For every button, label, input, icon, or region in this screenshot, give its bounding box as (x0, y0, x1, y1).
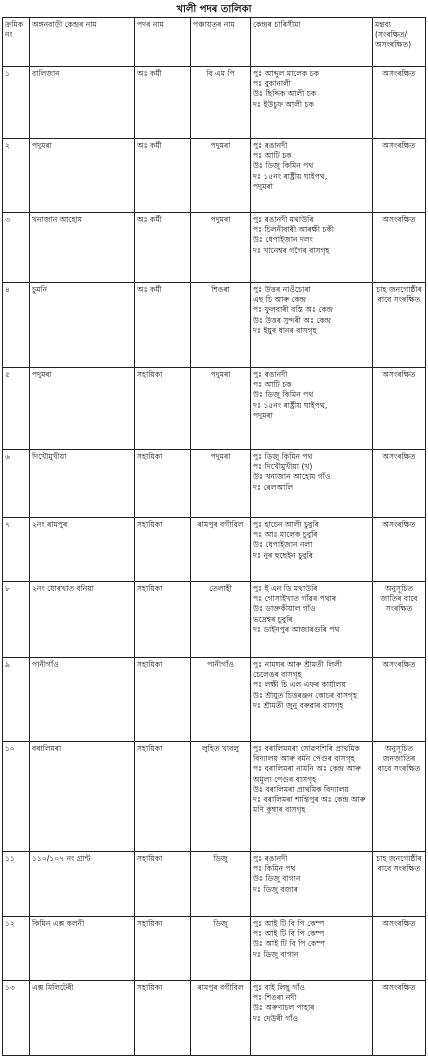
boundary-line: দঃ ডাইনপুৰ আজাৰগুৰি পথ (253, 624, 340, 634)
boundary-line: দঃ ৰেলআলি (253, 482, 294, 492)
table-row (3, 742, 426, 852)
boundary-line: উঃ ডিজু কিমিন পথ (253, 161, 314, 171)
cell-serial: ১ (3, 67, 30, 139)
cell-post-name: সহায়িকা (135, 917, 191, 981)
boundary-line: উঃ ডাক্তকীয়াল গাঁও (253, 604, 316, 614)
cell-remark: অসংৰক্ষিত (373, 917, 426, 981)
header-boundary: কেন্দ্ৰৰ চাৰিসীমা (251, 18, 373, 67)
table-row (3, 67, 426, 139)
boundary-line: পঃ আটি চক (253, 380, 292, 390)
cell-centre-name: চুমনি (30, 283, 135, 368)
boundary-line: পঃ গোসাইখাত গাঁৱৰ পথাৰ (253, 594, 337, 604)
boundary-line: পুঃ আব্দুল মালেক চক (253, 69, 320, 78)
cell-remark: অনুসূচিত জাতিৰ বাবে সংৰক্ষিত (373, 582, 426, 658)
cell-remark: অসংৰক্ষিত (373, 981, 426, 1056)
cell-panchayat: পদুমৰা (191, 368, 251, 450)
cell-centre-name: বৰালিমৰা (30, 742, 135, 852)
cell-remark: অনুসূচিত জনজাতিৰ বাবে সংৰক্ষিত (373, 742, 426, 852)
cell-serial: ৫ (3, 368, 30, 450)
boundary-line: পঃ লক্ষী চি এল এফৰ কাৰ্যালয় (253, 680, 346, 690)
cell-boundary (251, 742, 373, 852)
boundary-line: দঃ দেউৰী গাঁও (253, 1013, 299, 1023)
cell-centre-name: খনাজান আহোম (30, 213, 135, 283)
cell-panchayat: পানীগাঁও (191, 658, 251, 742)
boundary-line: উঃ বৰালিমৰা প্ৰাথমিক বিদ্যালয় (253, 784, 349, 794)
boundary-line: উঃ ডিজু কিমিন পথ (253, 390, 314, 400)
cell-serial: ৭ (3, 518, 30, 582)
document-title: খালী পদৰ তালিকা (176, 4, 252, 15)
boundary-line: দঃ নুৰ হুছেইন চুবুৰি (253, 550, 313, 560)
cell-centre-name: কিমিন এক্স কলনী (30, 917, 135, 981)
boundary-line: উঃ ধেপাইজান দলং (253, 235, 313, 245)
cell-centre-name: এক্স মিলিটেৰী (30, 981, 135, 1056)
cell-boundary (251, 917, 373, 981)
table-row (3, 368, 426, 450)
boundary-line: উঃ উত্তৰ সুন্দৰী অঃ কেন্দ্ৰ (253, 315, 331, 325)
cell-boundary (251, 213, 373, 283)
boundary-line: দঃ শ্ৰীমতী জুনু বৰুৱাৰ বাসগৃহ (253, 700, 344, 710)
cell-boundary (251, 139, 373, 213)
boundary-line: দঃ ১৫নং ৰাষ্ট্ৰীয় ঘাইপথ, (253, 171, 328, 181)
cell-panchayat: বি এম পি (191, 67, 251, 139)
cell-panchayat: ডিজু (191, 917, 251, 981)
cell-boundary (251, 67, 373, 139)
table-row (3, 917, 426, 981)
boundary-line: দঃ ডিজু বাগান (253, 949, 299, 959)
boundary-line: দঃ ইয়ুৰ ধানৰ বাসগৃহ (253, 325, 317, 335)
cell-centre-name: পানীগাঁও (30, 658, 135, 742)
cell-boundary (251, 981, 373, 1056)
boundary-line: পঃ আই টি বি পি কেম্প (253, 929, 325, 939)
boundary-line: দঃ ইউচুফ আলী চক (253, 99, 314, 109)
boundary-line: পঃ চিলনীবাৰী আৰক্ষী চকী (253, 225, 334, 235)
boundary-line: পদুমৰা (253, 181, 273, 191)
cell-boundary (251, 658, 373, 742)
table-header-row (3, 18, 426, 67)
cell-boundary (251, 368, 373, 450)
cell-serial: ১০ (3, 742, 30, 852)
boundary-line: পুঃ ডিজু কিমিন পথ (253, 452, 313, 461)
boundary-line: দঃ ১৫নং ৰাষ্ট্ৰীয় ঘাইপথ, (253, 400, 328, 410)
cell-centre-name: বালিজান (30, 67, 135, 139)
boundary-line: উঃ ডিজু বাগান (253, 874, 301, 884)
cell-serial: ৬ (3, 450, 30, 518)
boundary-line: উঃ ধেপাইজান নলা (253, 540, 313, 550)
cell-serial: ১৩ (3, 981, 30, 1056)
boundary-line: পঃ দিখৌমুখীয়া (খ) (253, 462, 313, 472)
cell-serial: ১১ (3, 852, 30, 917)
boundary-line: পঃ ফুলবাৰী বস্তি অঃ কেন্দ্ৰ (253, 305, 333, 315)
table-row (3, 852, 426, 917)
boundary-line: পুঃ বাই লিছু গাঁও (253, 983, 306, 992)
cell-boundary (251, 283, 373, 368)
header-serial: ক্ৰমিক নং (3, 18, 30, 67)
boundary-line: উঃ ছিদ্দিক আলী চক (253, 89, 317, 99)
cell-remark: অসংৰক্ষিত (373, 67, 426, 139)
cell-remark: চাহ জনগোষ্ঠীৰ বাবে সংৰক্ষিত (373, 852, 426, 917)
cell-panchayat: পদুমৰা (191, 213, 251, 283)
boundary-line: পুঃ ৰঙানদী (253, 141, 288, 150)
boundary-line: পুঃ আই টি বি পি কেম্প (253, 919, 325, 928)
boundary-line: পঃ শিঙৰা নদী (253, 993, 297, 1003)
boundary-line: উঃ খনাজান আহোম গাঁও (253, 472, 331, 482)
cell-centre-name: পদুমৰা (30, 368, 135, 450)
boundary-line: পুঃ ই এন ডি মথাউৰি (253, 584, 318, 593)
header-panchayat-name: পঞ্চায়তৰ নাম (191, 18, 251, 67)
cell-post-name: সহায়িকা (135, 368, 191, 450)
cell-post-name: সহায়িকা (135, 582, 191, 658)
cell-centre-name: দিখৌমুখীয়া (30, 450, 135, 518)
boundary-line: পুঃ হাচেন আলী চুবুৰি (253, 520, 319, 529)
cell-remark: চাহ জনগোষ্ঠীৰ বাবে সংৰক্ষিত (373, 283, 426, 368)
cell-serial: ১২ (3, 917, 30, 981)
cell-remark: অসংৰক্ষিত (373, 213, 426, 283)
cell-serial: ৪ (3, 283, 30, 368)
boundary-line: উঃ অৰুণাচল পাহাৰ (253, 1003, 315, 1013)
cell-post-name: সহায়িকা (135, 852, 191, 917)
cell-panchayat: ৰামপুৰ বগীবিল (191, 518, 251, 582)
boundary-line: পুঃ ৰঙানদী (253, 854, 288, 863)
cell-serial: ৯ (3, 658, 30, 742)
table-row (3, 658, 426, 742)
boundary-line: এছ চি আৰু কেন্দ্ৰ (253, 295, 307, 305)
cell-remark: অসংৰক্ষিত (373, 450, 426, 518)
cell-panchayat: ৰামপুৰ বগীবিল (191, 981, 251, 1056)
table-row (3, 518, 426, 582)
header-post-name: পদৰ নাম (135, 18, 191, 67)
cell-panchayat: তেলাহী (191, 582, 251, 658)
boundary-line: পুঃ ৰঙানদী (253, 370, 288, 379)
cell-panchayat: পদুমৰা (191, 450, 251, 518)
boundary-line: পুঃ উত্তৰ নাওঁচোৰা (253, 285, 311, 294)
cell-boundary (251, 518, 373, 582)
boundary-line: পঃ আঃ মালেক চুবুৰি (253, 530, 318, 540)
boundary-line: উঃ শ্ৰীযুত চিত্তৰঞ্জন কোচৰ বাসগৃহ (253, 690, 357, 700)
cell-boundary (251, 582, 373, 658)
cell-post-name: সহায়িকা (135, 981, 191, 1056)
cell-centre-name: ২নং ৰামপুৰ (30, 518, 135, 582)
boundary-line: দঃ ডিজু বজাৰ (253, 884, 298, 894)
cell-serial: ৮ (3, 582, 30, 658)
boundary-line: উঃ আই টি বি পি কেম্প (253, 939, 326, 949)
cell-panchayat: পদুমৰা (191, 139, 251, 213)
cell-remark: অসংৰক্ষিত (373, 658, 426, 742)
header-remark: মন্তব্য (সংৰক্ষিত/ অসংৰক্ষিত) (373, 18, 426, 67)
cell-panchayat: লুহিত খাবলু (191, 742, 251, 852)
cell-remark: অসংৰক্ষিত (373, 139, 426, 213)
boundary-line: পঃ বৰালিমৰা নামনি অঃ কেন্দ্ৰ আৰু অমূল্য পেগুৰ বাসগৃহ (253, 764, 361, 784)
boundary-line: পঃ বুকানালী (253, 79, 291, 89)
boundary-line: পুঃ বৰালিমমৰা সোৱণশিৰি প্ৰাথমিক বিদ্যালয় আৰু বৰ্মন পেগুৰ বাসগৃহ (253, 744, 360, 764)
cell-panchayat: শিঙৰা (191, 283, 251, 368)
cell-post-name: সহায়িকা (135, 742, 191, 852)
cell-centre-name: পদুমৰা (30, 139, 135, 213)
cell-boundary (251, 852, 373, 917)
table-row (3, 582, 426, 658)
header-centre-name: অঙ্গনবাড়ী কেন্দ্ৰৰ নাম (30, 18, 135, 67)
table-body (3, 67, 426, 1056)
cell-post-name: অঃ কৰ্মী (135, 283, 191, 368)
cell-serial: ২ (3, 139, 30, 213)
table-row (3, 450, 426, 518)
boundary-line: দঃ খানেশ্বৰ গগৈৰ বাসগৃহ (253, 245, 330, 255)
cell-remark: অসংৰক্ষিত (373, 518, 426, 582)
cell-panchayat: ডিজু (191, 852, 251, 917)
table-row (3, 981, 426, 1056)
cell-post-name: অঃ কৰ্মী (135, 213, 191, 283)
table-row (3, 139, 426, 213)
vacancy-table (2, 17, 426, 1056)
cell-centre-name: ১১০/১০৭ নং গ্ৰান্ট (30, 852, 135, 917)
cell-post-name: সহায়িকা (135, 658, 191, 742)
cell-boundary (251, 450, 373, 518)
boundary-line: পুঃ ৰঙানদী মথাউৰি (253, 215, 314, 224)
table-row (3, 283, 426, 368)
boundary-line: ভদ্ৰেশ্বৰ চুবুৰি (253, 614, 293, 624)
cell-serial: ৩ (3, 213, 30, 283)
boundary-line: দঃ বৰালিমৰা শান্তিপুৰ অঃ কেন্দ্ৰ আৰু মণি কুম্বাৰ বাসগৃহ (253, 795, 366, 815)
boundary-line: পঃ আটি চক (253, 151, 292, 161)
table-row (3, 213, 426, 283)
cell-centre-name: ২নং যোৰখাত বনিয়া (30, 582, 135, 658)
cell-remark: অসংৰক্ষিত (373, 368, 426, 450)
cell-post-name: সহায়িকা (135, 450, 191, 518)
cell-post-name: অঃ কৰ্মী (135, 67, 191, 139)
cell-post-name: সহায়িকা (135, 518, 191, 582)
boundary-line: পুঃ নামঘৰ আৰু শ্ৰীমতী লিলী চেলেঙৰ বাসগৃহ (253, 660, 342, 680)
boundary-line: পদুমৰা (253, 410, 273, 420)
cell-post-name: অঃ কৰ্মী (135, 139, 191, 213)
boundary-line: পঃ কিমিন পথ (253, 864, 296, 874)
